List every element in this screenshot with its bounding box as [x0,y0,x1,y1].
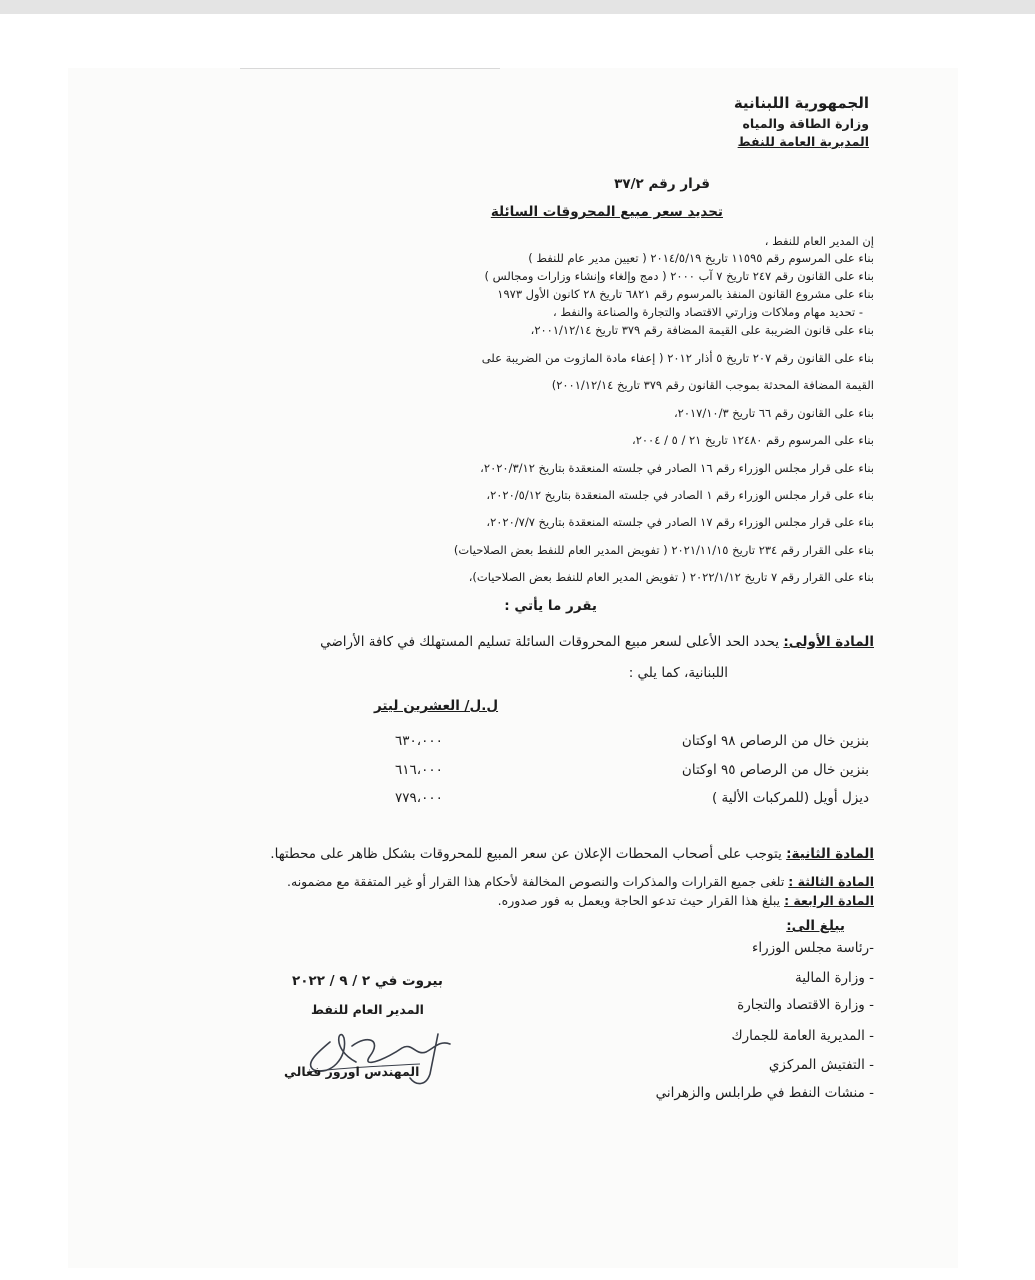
header-directorate: المديرية العامة للنفط [737,134,869,149]
preamble-line: - تحديد مهام وملاكات وزارتي الاقتصاد والتجارة والصناعة والنفط ، [553,305,863,319]
distribution-title: يبلغ الى: [786,918,845,934]
article-1-label: المادة الأولى: [783,634,874,650]
page-edge-line [240,68,500,69]
article-2 [270,846,874,862]
article-1-continuation: اللبنانية، كما يلي : [628,665,728,681]
price-row-product: ديزل أويل (للمركبات الألية ) [711,790,869,806]
article-3-text: تلغى جميع القرارات والمذكرات والنصوص المخالفة لأحكام هذا القرار أو غير المتفقة مع مضمونه. [287,874,785,889]
viewer-top-bar [0,0,1035,14]
article-4-text: يبلغ هذا القرار حيث تدعو الحاجة ويعمل به فور صدوره. [497,893,781,908]
preamble-line: بناء على المرسوم رقم ١٢٤٨٠ تاريخ ٢١ / ٥ / ٢٠٠٤، [631,433,874,447]
preamble-line: بناء على مشروع القانون المنفذ بالمرسوم رقم ٦٨٢١ تاريخ ٢٨ كانون الأول ١٩٧٣ [497,287,874,301]
price-row-product: بنزين خال من الرصاص ٩٥ اوكتان [681,762,869,778]
distribution-item: - وزارة الاقتصاد والتجارة [737,997,874,1013]
preamble-line: بناء على قرار مجلس الوزراء رقم ١٧ الصادر في جلسته المنعقدة بتاريخ ٢٠٢٠/٧/٧، [486,515,874,529]
preamble-line: بناء على القانون رقم ٢٠٧ تاريخ ٥ أذار ٢٠١٢ ( إعفاء مادة المازوت من الضريبة على [481,351,874,365]
article-2-text: يتوجب على أصحاب المحطات الإعلان عن سعر المبيع للمحروقات بشكل ظاهر على محطتها. [270,846,782,862]
decision-number: قرار رقم ٣٧/٢ [614,176,710,192]
decision-title: تحديد سعر مبيع المحروقات السائلة [490,204,723,220]
distribution-item: - التفتيش المركزي [768,1057,874,1073]
preamble-line: إن المدير العام للنفط ، [764,234,874,248]
article-1-text: يحدد الحد الأعلى لسعر مبيع المحروقات السائلة تسليم المستهلك في كافة الأراضي [320,634,780,650]
price-row-value: ٦١٦،٠٠٠ [395,762,443,778]
price-row-value: ٦٣٠،٠٠٠ [395,733,443,749]
distribution-item: - المديرية العامة للجمارك [731,1028,874,1044]
header-ministry: وزارة الطاقة والمياه [742,116,869,131]
article-4 [498,893,874,908]
price-row-value: ٧٧٩،٠٠٠ [395,790,443,806]
distribution-item: - منشات النفط في طرابلس والزهراني [655,1085,874,1101]
article-1 [320,634,874,650]
signatory-name: المهندس اورور فغالي [284,1064,420,1079]
article-4-label: المادة الرابعة : [784,893,874,908]
preamble-line: بناء على قانون الضريبة على القيمة المضافة رقم ٣٧٩ تاريخ ٢٠٠١/١٢/١٤، [530,323,874,337]
decides-heading: يقرر ما يأتي : [504,598,597,614]
signatory-position: المدير العام للنفط [311,1002,424,1017]
preamble-line: بناء على القانون رقم ٢٤٧ تاريخ ٧ آب ٢٠٠٠ ( دمج وإلغاء وإنشاء وزارات ومجالس ) [484,269,874,283]
distribution-item: -رئاسة مجلس الوزراء [752,940,874,956]
preamble-line: بناء على قرار مجلس الوزراء رقم ١٦ الصادر في جلسته المنعقدة بتاريخ ٢٠٢٠/٣/١٢، [480,461,874,475]
preamble-line: القيمة المضافة المحدثة بموجب القانون رقم ٣٧٩ تاريخ ٢٠٠١/١٢/١٤) [551,378,874,392]
preamble-line: بناء على القرار رقم ٧ تاريخ ٢٠٢٢/١/١٢ ( تفويض المدير العام للنفط بعض الصلاحيات)، [468,570,874,584]
handwritten-signature [290,1012,470,1092]
preamble-line: بناء على المرسوم رقم ١١٥٩٥ تاريخ ٢٠١٤/٥/١٩ ( تعيين مدير عام للنفط ) [528,251,874,265]
price-row-product: بنزين خال من الرصاص ٩٨ اوكتان [681,733,869,749]
article-3 [287,874,874,889]
price-unit-header: ل.ل/ العشرين ليتر [374,698,499,714]
preamble-line: بناء على القانون رقم ٦٦ تاريخ ٢٠١٧/١٠/٣، [673,406,874,420]
place-and-date: بيروت في ٢ / ٩ / ٢٠٢٢ [292,973,443,989]
distribution-item: - وزارة المالية [794,970,874,986]
preamble-line: بناء على القرار رقم ٢٣٤ تاريخ ٢٠٢١/١١/١٥ ( تفويض المدير العام للنفط بعض الصلاحيات) [453,543,874,557]
header-country: الجمهورية اللبنانية [733,94,869,112]
preamble-line: بناء على قرار مجلس الوزراء رقم ١ الصادر في جلسته المنعقدة بتاريخ ٢٠٢٠/٥/١٢، [486,488,874,502]
article-2-label: المادة الثانية: [786,846,874,862]
article-3-label: المادة الثالثة : [788,874,874,889]
